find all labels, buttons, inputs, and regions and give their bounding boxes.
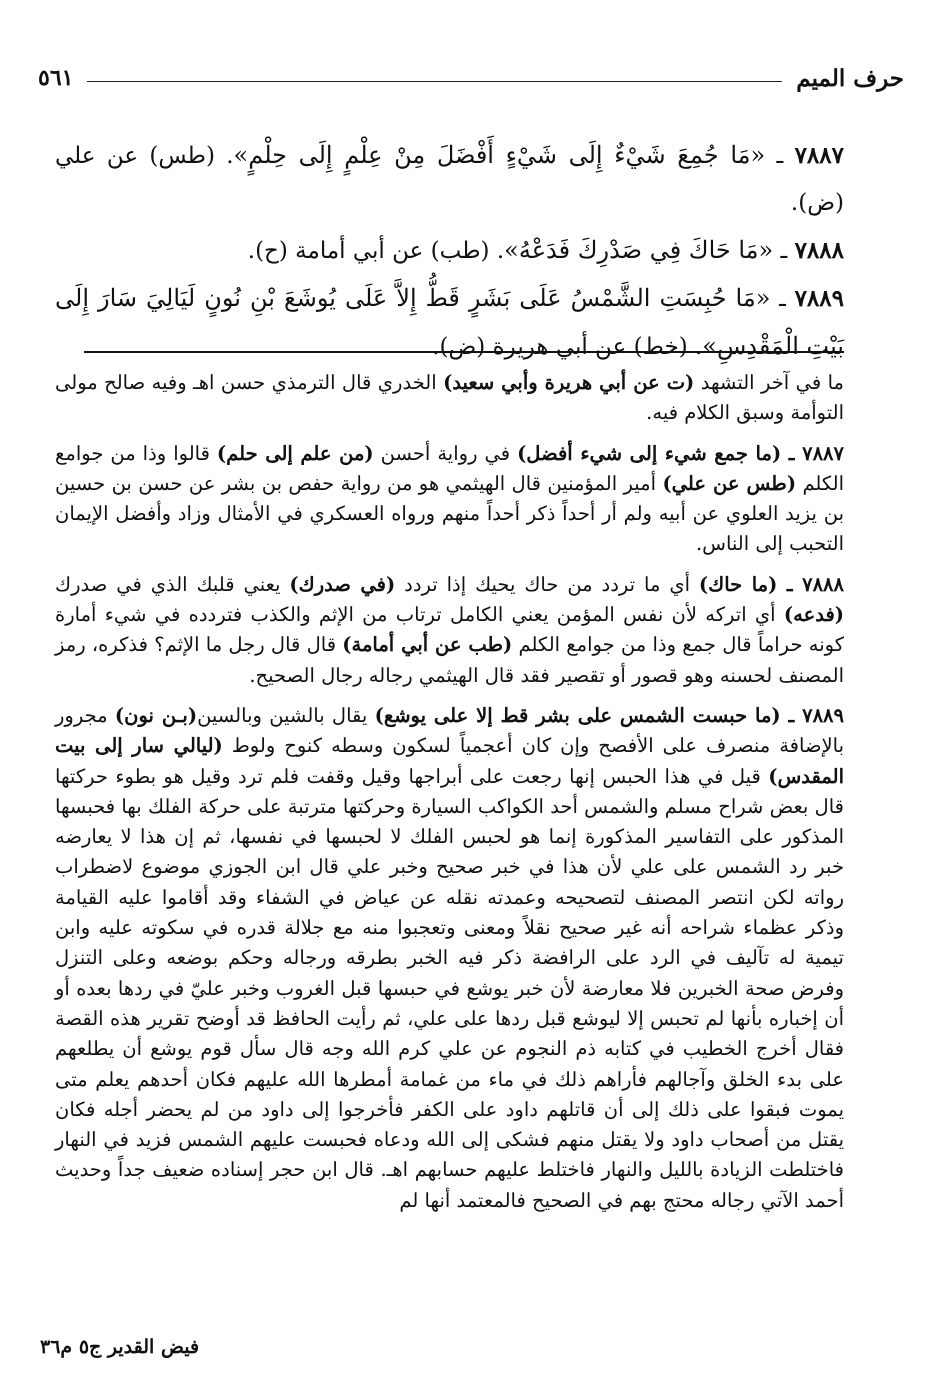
commentary-text: الخدري قال الترمذي حسن اهـ وفيه صالح مولى التوأمة وسبق الكلام فيه.: [55, 371, 844, 425]
commentary-text: يقال بالشين وبالسين: [197, 703, 375, 727]
hadith-7887: ٧٨٨٧ ـ «مَا جُمِعَ شَيْءٌ إِلَى شَيْءٍ أَفْضَلَ مِنْ عِلْمٍ إِلَى حِلْمٍ». (طس) عن علي (ض).: [55, 141, 844, 216]
commentary-number: ٧٨٨٧ ـ: [781, 441, 844, 465]
commentary-highlight: (ليالي سار إلى بيت المقدس): [55, 734, 844, 788]
commentary-7889: [55, 701, 844, 1216]
commentary-highlight: (بـن نون): [114, 703, 198, 727]
commentary-text: ما في آخر التشهد: [694, 371, 844, 394]
hadith-text: «مَا حَاكَ فِي صَدْرِكَ فَدَعْهُ»: [504, 236, 774, 264]
commentary-text: يعني قلبك الذي في صدرك: [55, 572, 290, 596]
commentary-highlight: (ما جمع شيء إلى شيء أفضل): [517, 441, 782, 465]
commentary-7887: [55, 439, 844, 560]
commentary-text: أمير المؤمنين قال الهيثمي هو من رواية حفص بن بشر عن حسن بن حسين بن يزيد العلوي عن أبيه ولم أر أحداً ذكر أحداً منهم ورواه العسكري في الأمثال وزاد وأفضل الإيمان التحبب إلى الناس.: [55, 471, 844, 556]
commentary-highlight: (طب عن أبي أمامة): [342, 633, 513, 657]
commentary-highlight: (ت عن أبي هريرة وأبي سعيد): [443, 371, 695, 394]
commentary-continuation: [55, 368, 844, 429]
page-number: ٥٦١: [38, 65, 74, 91]
commentary-highlight: (في صدرك): [289, 572, 396, 596]
commentary-highlight: (ما حاك): [698, 572, 778, 596]
hadith-source: . (طس) عن علي (ض).: [55, 143, 844, 216]
commentary-number: ٧٨٨٨ ـ: [777, 572, 844, 596]
hadith-7889: ٧٨٨٩ ـ «مَا حُبِسَتِ الشَّمْسُ عَلَى بَشَرٍ قَطُّ إِلاَّ عَلَى يُوشَعَ بْنِ نُونٍ لَيَالِيَ سَارَ إِلَى بَيْتِ الْمَقْدِسِ». (خط) عن أبي هريرة (ض).: [55, 284, 844, 360]
commentary-highlight: (ما حبست الشمس على بشر قط إلا على يوشع): [374, 703, 781, 727]
hadith-text: «مَا حُبِسَتِ الشَّمْسُ عَلَى بَشَرٍ قَطُّ إِلاَّ عَلَى يُوشَعَ بْنِ نُونٍ لَيَالِيَ سَارَ إِلَى بَيْتِ الْمَقْدِسِ»: [55, 284, 844, 360]
hadith-7888: ٧٨٨٨ ـ «مَا حَاكَ فِي صَدْرِكَ فَدَعْهُ». (طب) عن أبي أمامة (ح).: [247, 236, 844, 264]
commentary-text: مجرور بالإضافة منصرف على الأفصح وإن كان أعجمياً لسكون وسطه كنوح ولوط: [55, 703, 844, 758]
hadith-source: . (خط) عن أبي هريرة (ض).: [432, 334, 703, 360]
hadith-list: [55, 132, 844, 371]
commentary-highlight: (من علم إلى حلم): [216, 441, 374, 465]
hadith-text: «مَا جُمِعَ شَيْءٌ إِلَى شَيْءٍ أَفْضَلَ مِنْ عِلْمٍ إِلَى حِلْمٍ»: [233, 141, 766, 169]
hadith-number: ٧٨٨٩: [794, 285, 844, 312]
footnote-divider: [84, 351, 844, 353]
chapter-title: حرف الميم: [796, 64, 904, 92]
signature-mark: فيض القدير ج٥ م٣٦: [40, 1336, 200, 1358]
commentary-text: أي اتركه لأن نفس المؤمن يعني الكامل ترتاب من الإثم والكذب فتردده في شيء أمارة كونه حراماً قال جمع وذا من جوامع الكلم: [55, 603, 844, 657]
hadith-number: ٧٨٨٨: [794, 237, 844, 264]
hadith-number: ٧٨٨٧: [794, 142, 844, 169]
commentary-7888: [55, 570, 844, 691]
hadith-source: . (طب) عن أبي أمامة (ح).: [247, 238, 505, 264]
commentary-text: في رواية أحسن: [373, 441, 518, 465]
commentary-text: قيل في هذا الحبس إنها رجعت على أبراجها وقيل وقفت فلم ترد وقيل هو بطوء حركتها قال بعض شراح مسلم والشمس أحد الكواكب السيارة وحركتها مترتبة على حركة الفلك بها فحبسها المذكور على التفاسير المذكورة إنما هو لحبس الفلك لا لحبسها في نفسها، ثم إن هذا لا يعارضه خبر رد الشمس على علي لأن هذا في خبر صحيح وخبر علي قال ابن الجوزي موضوع لاضطراب رواته لكن انتصر المصنف لتصحيحه وعمدته نقله عن عياض في الشفاء وقد أقاموا عليه القيامة وذكر عظماء شراحه أنه غير صحيح نقلاً ومعنى وتعجبوا منه مع جلالة قدره في سكوته عليه وابن تيمية له تآليف في الرد على الرافضة ذكر فيه الخبر بطرقه ورجاله وحكم بوضعه وعلى التنزل وفرض صحة الخبرين فلا معارضة لأن خبر يوشع في حبسها قبل الغروب وخبر عليّ في ردها بعده أو أن إخباره بأنها لم تحبس إلا ليوشع قبل ردها على علي، ثم رأيت الحافظ قد أوضح تقرير هذه القصة فقال أخرج الخطيب في كتابه ذم النجوم عن علي كرم الله وجه قال سأل قوم يوشع أن يطلعهم على بدء الخلق وآجالهم فأراهم ذلك في ماء من غمامة أمطرها الله عليهم فكان أحدهم يعلم متى يموت فبقوا على ذلك إلى أن قاتلهم داود على الكفر فأخرجوا إلى داود من لم يحضر أجله فكان يقتل من أصحاب داود ولا يقتل منهم فشكى إلى الله ودعاه فحبست عليهم الشمس فزيد في النهار فاختلطت الزيادة بالليل والنهار فاختلط عليهم حسابهم اهـ. قال ابن حجر إسناده ضعيف جداً وحديث أحمد الآتي رجاله محتج بهم في الصحيح فالمعتمد أنها لم: [55, 764, 845, 1212]
commentary-text: قال قال رجل ما الإثم؟ فذكره، رمز المصنف لحسنه وهو قصور أو تقصير فقد قال الهيثمي رجاله رجال الصحيح.: [55, 633, 844, 687]
commentary-section: [55, 368, 844, 1226]
commentary-text: أي ما تردد من حاك يحيك إذا تردد: [395, 572, 699, 596]
commentary-number: ٧٨٨٩ ـ: [780, 703, 845, 727]
header-rule: [87, 81, 782, 82]
commentary-highlight: (فدعه): [783, 603, 844, 627]
commentary-highlight: (طس عن علي): [662, 471, 797, 495]
commentary-text: قالوا وذا من جوامع الكلم: [55, 441, 845, 495]
page-header: [38, 58, 904, 98]
